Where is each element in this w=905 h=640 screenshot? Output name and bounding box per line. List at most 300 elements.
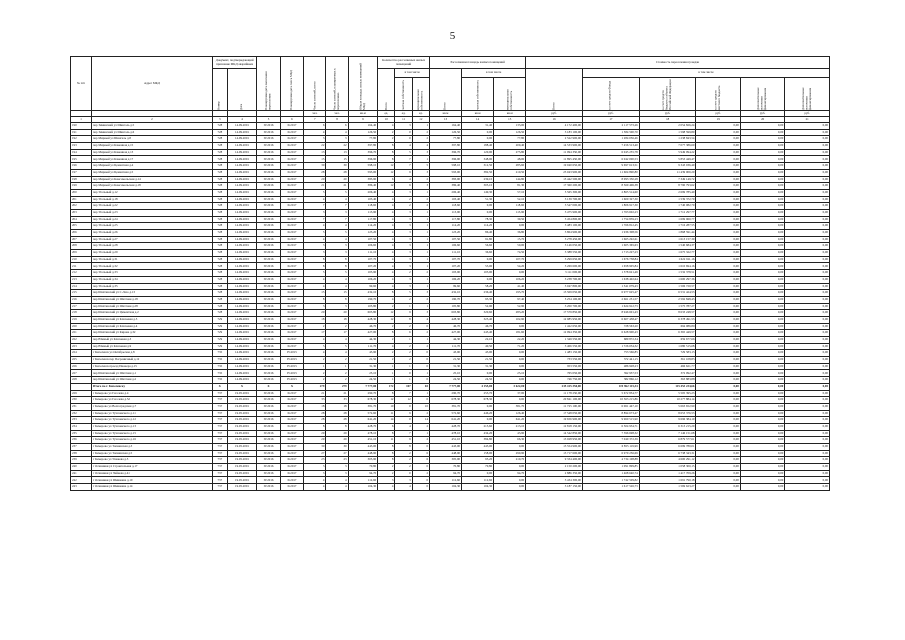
table-cell: 19.05.2001 [227,477,257,484]
table-cell: 4 [304,196,326,203]
table-cell: 7 777,00 [348,383,378,390]
table-cell: IV.2016 [257,216,280,223]
table-cell: 5 [395,290,412,297]
table-cell: 57,10 [494,189,526,196]
table-cell: 0,00 [785,390,830,397]
table-cell: 14.09.2001 [227,169,257,176]
table-cell: 3 [304,470,326,477]
table-cell: 14.09.2001 [227,310,257,317]
row-number-cell: 236 [71,437,92,444]
table-cell: 0,00 [494,464,526,471]
table-cell: 1 584 500,70 [582,129,639,136]
table-cell: IV.2015 [280,377,303,384]
address-cell: пер Мирный ул Цементная д.4 [91,163,212,170]
table-row [71,216,830,223]
table-cell: 0,00 [785,310,830,317]
table-cell: 9 [395,183,412,190]
table-cell: 104,30 [462,484,494,491]
table-cell: 0,00 [785,470,830,477]
table-cell: 2 [304,370,326,377]
column-index-cell-15: 15 [494,117,526,123]
table-cell: 0,00 [494,484,526,491]
table-cell: 0 [412,397,429,404]
unit-cell-8: чел. [326,111,348,117]
table-cell: 14.09.2001 [227,363,257,370]
table-cell: IV.2016 [257,230,280,237]
table-cell: II.2017 [280,437,303,444]
table-cell: 107,70 [429,256,461,263]
table-cell: 9 697 613,51 [582,163,639,170]
table-cell: 28 [304,417,326,424]
table-cell: 51,30 [462,196,494,203]
table-cell: 20 841 100,00 [526,397,583,404]
table-row [71,357,830,364]
table-cell: 10 [412,403,429,410]
table-cell: 478,10 [348,430,378,437]
table-cell: II.2017 [280,196,303,203]
table-cell: 3 [326,464,348,471]
table-cell: 33 [304,397,326,404]
table-cell: 19.05.2001 [227,470,257,477]
table-cell: 20 [326,310,348,317]
table-cell: 728 [212,189,227,196]
table-cell: 0 [395,470,412,477]
table-row [71,337,830,344]
table-row [71,256,830,263]
unit-cell-19: руб. [696,111,740,117]
table-cell: 2 699 785,40 [639,189,696,196]
table-cell: 126,50 [429,129,461,136]
table-cell: 18 [326,316,348,323]
table-cell: 2 [304,357,326,364]
table-row [71,169,830,176]
table-cell: 1 422 650,00 [526,323,583,330]
table-cell: 2 150 200,00 [526,464,583,471]
table-row [71,283,830,290]
table-cell: 2 [304,323,326,330]
table-cell: 0,00 [696,357,740,364]
row-number-cell: 215 [71,290,92,297]
table-cell: 19.05.2001 [227,410,257,417]
table-cell: 14.09.2001 [227,203,257,210]
table-cell: 0,00 [740,209,784,216]
table-cell: 107,70 [494,256,526,263]
table-cell: 31,40 [462,123,494,130]
table-cell: 6 [412,457,429,464]
table-cell: 6 042 000,53 [582,156,639,163]
table-row [71,263,830,270]
table-cell: IV.2016 [257,196,280,203]
table-cell: 2 [395,357,412,364]
address-cell: пер Зиминский ул Шингаль д.6 [91,129,212,136]
table-cell: 4 [378,203,395,210]
table-cell: 14.09.2001 [227,337,257,344]
table-cell: 3 [326,470,348,477]
table-cell: 14.09.2001 [227,129,257,136]
table-cell: II.2017 [280,243,303,250]
table-cell: 383,90 [348,176,378,183]
table-cell: 3 [395,250,412,257]
address-cell: г Кемерово ул Тухачевского д.15 [91,430,212,437]
table-cell: 31,30 [348,363,378,370]
table-cell: 12 [395,397,412,404]
address-cell: пер Угольный д.35 [91,283,212,290]
table-cell: 0,00 [494,223,526,230]
table-cell: 18 [304,403,326,410]
subtotal-row [71,383,830,390]
table-cell: 1 506 720,57 [639,283,696,290]
table-cell: 36,80 [494,230,526,237]
table-cell: 1 613 157,39 [639,236,696,243]
row-number-cell: 192 [71,136,92,143]
table-cell: 953 550,00 [526,363,583,370]
table-row [71,209,830,216]
table-cell: 164,40 [429,123,461,130]
table-cell: 0,00 [785,430,830,437]
table-cell: II.2017 [280,263,303,270]
table-cell: IV.2016 [257,123,280,130]
table-cell: 737 [212,457,227,464]
table-cell: 0,00 [696,316,740,323]
table-cell: 737 [212,450,227,457]
table-cell: II.2017 [280,129,303,136]
table-cell: 103,40 [348,196,378,203]
table-cell: 0,00 [696,464,740,471]
table-cell: 195,70 [494,290,526,297]
table-cell: 29 [304,430,326,437]
table-cell: 1 638 402,64 [582,276,639,283]
table-cell: 14.09.2001 [227,243,257,250]
row-number-cell: 221 [71,330,92,337]
table-cell: 4 [378,223,395,230]
table-cell: 0,00 [696,129,740,136]
row-number-cell: 240 [71,464,92,471]
table-cell: 0,00 [740,156,784,163]
table-cell: 19.05.2001 [227,437,257,444]
header-row-no: № п/п [71,57,92,111]
table-cell: 12 985 950,00 [526,316,583,323]
table-cell: II.2017 [280,296,303,303]
table-cell: 386,40 [348,183,378,190]
table-cell: 0 [412,477,429,484]
table-cell: 13 [326,149,348,156]
table-cell: 572,60 [429,410,461,417]
table-cell: 103,90 [348,270,378,277]
table-cell: 1 [412,156,429,163]
table-cell: 50,00 [494,243,526,250]
table-cell: 290,70 [348,390,378,397]
unit-cell-18: руб. [639,111,696,117]
table-cell: 6 607 458,47 [582,316,639,323]
table-cell: 3 278 450,00 [526,236,583,243]
unit-cell-17: руб. [582,111,639,117]
table-cell: 17 360 200,00 [526,183,583,190]
table-cell: 2 [412,270,429,277]
table-cell: 2 661 251,57 [582,296,639,303]
table-cell: 106,60 [348,243,378,250]
table-cell: 729 [212,323,227,330]
table-cell: 728 [212,296,227,303]
table-cell: 678,30 [462,397,494,404]
table-cell: 11 439 009,20 [639,169,696,176]
table-cell: 8 [378,430,395,437]
table-cell: 20 [326,176,348,183]
table-cell: 107,50 [348,236,378,243]
table-cell: 598,10 [429,163,461,170]
table-cell: 0,00 [462,417,494,424]
table-cell: 15 442 500,00 [526,176,583,183]
table-cell: 1 605 365,63 [582,243,639,250]
address-cell: г Осинники ул Шишкина д.10 [91,477,212,484]
row-number-cell: 204 [71,216,92,223]
table-cell: 17 [304,330,326,337]
table-cell: 5 949 094,22 [639,149,696,156]
table-cell: 111,10 [348,250,378,257]
table-cell: 593,00 [348,169,378,176]
table-cell: 0,00 [785,209,830,216]
unit-cell-10: ед. [378,111,395,117]
table-cell: 114,20 [348,223,378,230]
table-cell: 312,50 [462,163,494,170]
table-cell: 40,50 [462,343,494,350]
table-cell: 729 [212,330,227,337]
table-cell: 4 [412,143,429,150]
table-cell: 8 [395,444,412,451]
table-cell: 2 117 573,26 [582,123,639,130]
table-cell: II.2017 [280,430,303,437]
table-cell: 0,00 [494,477,526,484]
table-cell: 1 [412,276,429,283]
table-cell: 0,00 [740,296,784,303]
table-cell: 0,00 [785,450,830,457]
table-cell: 9 [395,310,412,317]
address-cell: пер Угольный д.25 [91,223,212,230]
table-cell: 728 [212,129,227,136]
row-number-cell: 208 [71,243,92,250]
table-cell: 1 [395,303,412,310]
table-cell: 283,20 [494,310,526,317]
table-cell: 0,00 [494,444,526,451]
table-cell: 19.05.2001 [227,484,257,491]
table-cell: IV.2016 [257,403,280,410]
table-cell: IV.2016 [257,310,280,317]
table-cell: 14.09.2001 [227,370,257,377]
table-cell: 0,00 [740,196,784,203]
table-cell: 2 [395,343,412,350]
table-row [71,423,830,430]
column-index-cell-14: 14 [462,117,494,123]
table-cell: 17 [326,330,348,337]
table-cell: 14.09.2001 [227,163,257,170]
table-cell: 0,00 [785,243,830,250]
column-index-cell-7: 7 [304,117,326,123]
table-cell: II.2017 [280,410,303,417]
table-cell: 123,20 [429,230,461,237]
table-cell: 29 [304,437,326,444]
table-cell: 1 238 843,54 [639,136,696,143]
table-cell: 428,70 [429,423,461,430]
table-cell: IV.2015 [280,370,303,377]
table-cell: 1 617 526,73 [582,484,639,491]
table-cell: 4 734 108,88 [582,457,639,464]
table-cell: 1 [412,223,429,230]
address-cell: г Кемерово ул Гоголева д.4 [91,390,212,397]
table-row [71,276,830,283]
table-cell: 5 663 652,90 [639,403,696,410]
table-cell: 5 [412,163,429,170]
table-cell: 1 [412,256,429,263]
table-cell: 107,20 [429,263,461,270]
table-cell: 28 [326,169,348,176]
table-cell: 13 509 050,00 [526,290,583,297]
table-cell: 239,10 [462,176,494,183]
table-cell: 428,70 [348,423,378,430]
table-cell: 279 [304,383,326,390]
header-area-incl: в том числе [462,69,526,78]
table-cell: II.2017 [280,417,303,424]
table-row [71,350,830,357]
table-cell: 641,20 [429,417,461,424]
table-cell: 15 [304,156,326,163]
table-cell: 0,00 [740,357,784,364]
table-cell: 2 [412,176,429,183]
table-cell: 0,00 [462,129,494,136]
table-cell: IV.2016 [257,136,280,143]
table-cell: 14 [412,417,429,424]
table-cell: 598,10 [348,163,378,170]
unit-cell-7: чел. [304,111,326,117]
row-number-cell: 194 [71,149,92,156]
table-cell: 14.09.2001 [227,216,257,223]
table-cell: 9 [395,410,412,417]
table-cell: 31,30 [429,363,461,370]
table-cell: 3 146 050,00 [526,243,583,250]
table-cell: 3 269 600,00 [526,263,583,270]
table-cell: 0,00 [740,450,784,457]
table-cell: 753 566,85 [582,350,639,357]
table-cell: 0,00 [696,223,740,230]
table-cell: IV.2016 [257,290,280,297]
table-cell: 99,60 [348,283,378,290]
table-cell: 46,70 [429,323,461,330]
table-row [71,363,830,370]
table-cell: 728 [212,290,227,297]
table-cell: 3 [395,236,412,243]
table-cell: 107,70 [348,256,378,263]
table-cell: 78,30 [462,216,494,223]
table-cell: 8 [326,423,348,430]
address-cell: пер Шахтинский ул Кирова д.32 [91,330,212,337]
table-cell: 448,90 [429,450,461,457]
table-row [71,303,830,310]
table-cell: 8 790 793,62 [639,183,696,190]
table-cell: 1 740 082,70 [639,203,696,210]
table-cell: 12 [378,163,395,170]
table-cell: 14.09.2001 [227,236,257,243]
table-cell: 2 [378,464,395,471]
table-cell: 123,20 [348,230,378,237]
table-cell: 2 522 900,00 [526,136,583,143]
table-cell: X [212,383,227,390]
row-number-cell: 220 [71,323,92,330]
address-cell: г Кемерово ул Топкинская д.3 [91,444,212,451]
table-cell: 29 [326,430,348,437]
table-cell: 0,00 [785,316,830,323]
table-cell: 1 806 917,30 [582,203,639,210]
table-cell: 91,80 [462,236,494,243]
table-cell: 735 [212,350,227,357]
table-cell: 3 [326,250,348,257]
table-cell: 3 200 700,00 [526,303,583,310]
table-cell: 0,00 [740,176,784,183]
table-cell: 37,00 [494,390,526,397]
table-cell: 7 456 513,40 [582,143,639,150]
table-cell: 4 [326,196,348,203]
table-cell: 0,00 [785,156,830,163]
table-cell: IV.2016 [257,397,280,404]
table-cell: 0,00 [785,357,830,364]
table-cell: 4 [326,129,348,136]
table-cell: 8 [378,156,395,163]
table-cell: 1 417 709,26 [639,470,696,477]
table-cell: 0,00 [785,123,830,130]
table-cell: 1 [326,363,348,370]
table-row [71,223,830,230]
row-number-cell: 217 [71,303,92,310]
table-cell: 0,00 [740,410,784,417]
table-cell: 737 [212,397,227,404]
table-cell: 3 [395,243,412,250]
table-cell: 4 [378,209,395,216]
row-number-cell: 193 [71,143,92,150]
table-cell: 3 [412,290,429,297]
table-cell: 3 [395,283,412,290]
table-cell: 381,70 [494,403,526,410]
table-row [71,417,830,424]
table-cell: II.2017 [280,163,303,170]
table-cell: 1 [412,230,429,237]
table-cell: 2 [412,296,429,303]
table-cell: 8 [378,149,395,156]
table-cell: 0,00 [696,143,740,150]
table-cell: 0,00 [696,343,740,350]
row-number-cell: 232 [71,410,92,417]
table-cell: 28 [326,417,348,424]
table-cell: 112,60 [462,477,494,484]
table-cell: II.2017 [280,189,303,196]
table-cell: 728 [212,236,227,243]
table-cell: 4 [378,250,395,257]
table-cell: 0,00 [696,430,740,437]
table-cell: 9 343 036,49 [639,163,696,170]
table-cell: 43,90 [429,350,461,357]
table-cell: 0,00 [785,337,830,344]
table-cell: 2 [326,377,348,384]
table-cell: 7 [395,163,412,170]
table-cell: 0,00 [696,330,740,337]
table-cell: 65 [412,383,429,390]
table-cell: 14.09.2001 [227,343,257,350]
unit-cell-12: ед. [412,111,429,117]
table-cell: 111,10 [429,250,461,257]
table-cell: 86,40 [462,230,494,237]
table-cell: 235 415 350,00 [526,383,583,390]
column-index-cell-9: 9 [348,117,378,123]
table-cell: 2 [378,136,395,143]
table-cell: 6 504 934,71 [582,423,639,430]
table-cell: 7 349 149,72 [639,176,696,183]
table-cell: 397,80 [429,143,461,150]
